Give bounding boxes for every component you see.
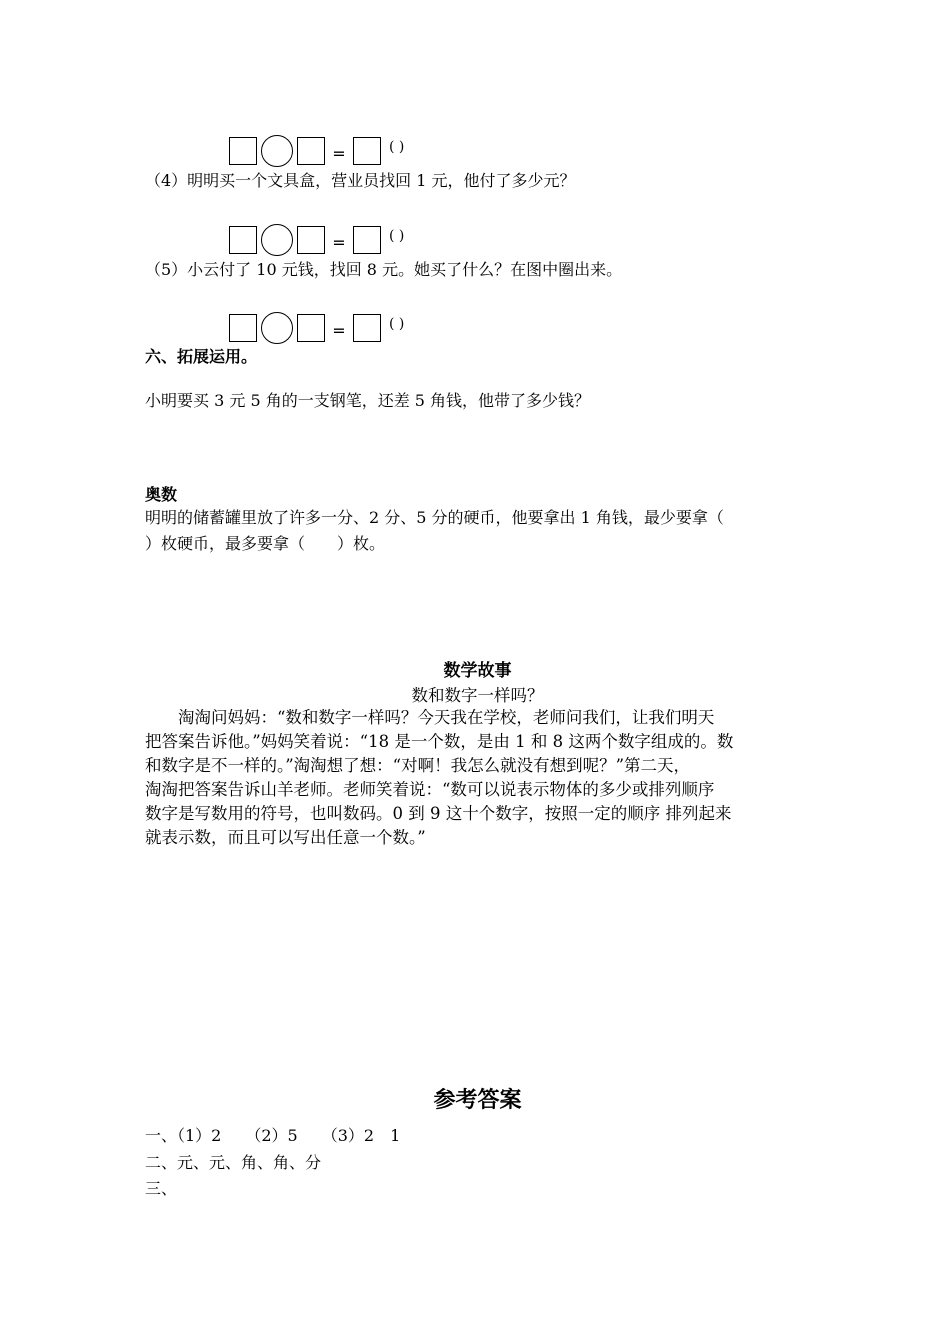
answers-title: 参考答案 xyxy=(433,1088,522,1113)
equals-sign: = xyxy=(332,320,346,340)
answer-box[interactable] xyxy=(353,137,381,165)
olympiad-title: 奥数 xyxy=(145,485,178,504)
olympiad-line-2: ）枚硬币，最多要拿（ ）枚。 xyxy=(145,534,386,553)
answer-box[interactable] xyxy=(297,137,325,165)
section-6-question: 小明要买 3 元 5 角的一支钢笔，还差 5 角钱，他带了多少钱？ xyxy=(145,391,591,410)
story-line: 淘淘把答案告诉山羊老师。老师笑着说：“数可以说表示物体的多少或排列顺序 xyxy=(145,780,715,799)
unit-paren: ( ) xyxy=(389,228,405,244)
story-title: 数学故事 xyxy=(443,661,512,681)
story-line: 和数字是不一样的。”淘淘想了想：“对啊！我怎么就没有想到呢？”第二天， xyxy=(145,756,691,775)
story-line: 数字是写数用的符号，也叫数码。0 到 9 这十个数字，按照一定的顺序 排列起来 xyxy=(145,804,732,823)
answer-line-3: 三、 xyxy=(145,1179,178,1198)
equation-row-1 xyxy=(229,136,404,166)
answer-box[interactable] xyxy=(229,314,257,342)
answer-box[interactable] xyxy=(229,226,257,254)
unit-paren: ( ) xyxy=(389,139,405,155)
answer-line-2: 二、元、元、角、角、分 xyxy=(145,1153,322,1172)
story-subtitle: 数和数字一样吗？ xyxy=(411,686,544,705)
story-line: 就表示数，而且可以写出任意一个数。” xyxy=(145,828,426,847)
question-5: （5）小云付了 10 元钱，找回 8 元。她买了什么？在图中圈出来。 xyxy=(145,260,623,279)
unit-paren: ( ) xyxy=(389,316,405,332)
olympiad-line-1: 明明的储蓄罐里放了许多一分、2 分、5 分的硬币，他要拿出 1 角钱，最少要拿（ xyxy=(145,508,724,527)
answer-box[interactable] xyxy=(297,226,325,254)
equals-sign: = xyxy=(332,143,346,163)
answer-box[interactable] xyxy=(229,137,257,165)
answer-box[interactable] xyxy=(297,314,325,342)
equals-sign: = xyxy=(332,232,346,252)
operator-circle[interactable] xyxy=(261,135,293,167)
story-body xyxy=(145,706,810,850)
story-line: 淘淘问妈妈：“数和数字一样吗？今天我在学校，老师问我们，让我们明天 xyxy=(178,708,715,727)
operator-circle[interactable] xyxy=(261,224,293,256)
answer-box[interactable] xyxy=(353,314,381,342)
story-line: 把答案告诉他。”妈妈笑着说：“18 是一个数，是由 1 和 8 这两个数字组成的。数 xyxy=(145,732,734,751)
section-6-title: 六、拓展运用。 xyxy=(145,347,258,366)
equation-row-2 xyxy=(229,225,404,255)
answer-line-1: 一、（1）2 （2）5 （3）2 1 xyxy=(145,1126,401,1145)
operator-circle[interactable] xyxy=(261,312,293,344)
question-4: （4）明明买一个文具盒，营业员找回 1 元，他付了多少元？ xyxy=(145,171,576,190)
answer-box[interactable] xyxy=(353,226,381,254)
equation-row-3 xyxy=(229,313,404,343)
